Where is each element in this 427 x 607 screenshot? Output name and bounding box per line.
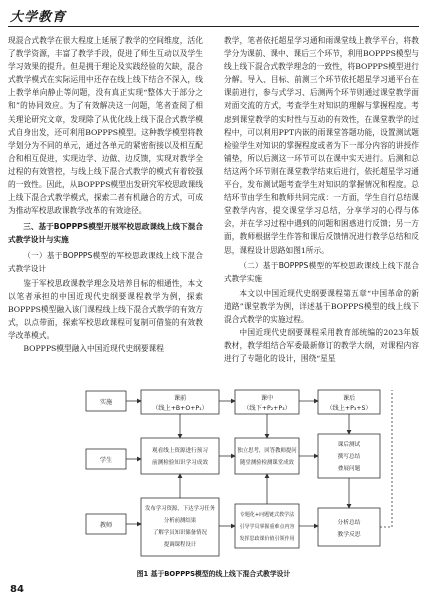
right-column xyxy=(224,34,419,365)
phase-in-title: 课中 xyxy=(260,395,274,402)
section-heading: 三、基于BOPPPS模型开展军校思政课线上线下混合式教学设计与实施 xyxy=(8,222,203,245)
body-paragraph: BOPPPS模型融入中国近现代史纲要课程 xyxy=(23,344,164,354)
flow-diagram xyxy=(0,386,427,566)
phase-post-title: 课后 xyxy=(342,395,356,402)
student-box-pre xyxy=(141,438,219,474)
student-post-line: 课后测试 xyxy=(337,442,361,448)
left-column xyxy=(8,34,203,355)
role-label-student: 学生 xyxy=(99,457,113,464)
figure-caption: 图1 基于BOPPPS模型的线上线下混合式教学设计 xyxy=(136,570,291,578)
teacher-post-line: 教学反思 xyxy=(337,532,361,538)
body-paragraph: 中国近现代史纲要课程采用教育部统编的2023年版教材，教学组结合军委最新修订的教学大纲，对课程内容进行了专题化的设计，围绕“星星 xyxy=(224,328,419,364)
student-pre-line: 前测检验知识学习成效 xyxy=(152,460,208,466)
teacher-pre-line: 分析前测结果 xyxy=(163,518,197,524)
teacher-post-line: 分析总结 xyxy=(337,520,361,526)
student-pre-line: 观看线上资源进行预习 xyxy=(152,448,208,454)
teacher-pre-line: 了解学员知识储备情况 xyxy=(153,530,207,536)
student-box-in xyxy=(235,438,299,474)
body-paragraph: 教学，笔者依托超星学习通和雨课堂线上教学平台，将教学分为课前、课中、课后三个环节，利用BOPPPS模型与线上线下混合式教学理念的一致性，将BOPPPS模型进行分解。导入、目标、前测三个环节依托超星学习通平台在课前进行，参与式学习、后测两个环节则通过课堂教学面对面交流的方式，考查学生对知识的理解与掌握程度。考虑到课堂教学的实时性与互动的有效性，在课堂教学的过程中，可以利用PPT内嵌的雨课堂答题功能，设置测试题检验学生对知识的掌握程度或者为下一部分内容的讲授作铺垫，所以后测这一环节可以在课中实天进行。后测和总结这两个环节则在课堂教学结束后进行，依托超星学习通平台，发布测试题考查学生对知识的掌握情况和程度。总结环节由学生和教师共同完成：一方面，学生自行总结课堂教学内容，提交课堂学习总结，分享学习的心得与体会，并在学习过程中遇到的问题和困惑进行反馈；另一方面，教师根据学生作答和课后反馈情况进行教学总结和反思，课程设计思路如图1所示。 xyxy=(224,36,419,255)
body-paragraph: 鉴于军校思政课教学理念及培养目标的相通性，本文以笔者承担的中国近现代史纲要课程教学为例，探索BOPPPS模型融入该门课程线上线下混合式教学的有效方式，以点带面，探索军校思政课程可复制可借鉴的有效教学改革模式。 xyxy=(8,278,203,341)
header-rule xyxy=(8,26,419,27)
body-paragraph: 本文以中国近现代史纲要课程第五章“中国革命的新道路”课堂教学为例，详述基于BOPPPS模型的线上线下混合式教学的实施过程。 xyxy=(224,288,419,324)
teacher-box-post xyxy=(318,508,380,546)
teacher-in-line: 专题化+问题链式教学法 xyxy=(239,512,295,518)
student-post-line: 叠展问题 xyxy=(337,466,361,472)
role-label-implementation: 实施 xyxy=(99,399,113,406)
student-post-line: 撰写总结 xyxy=(337,454,361,460)
subsection-heading: （一）基于BOPPPS模型的军校思政课线上线下混合式教学设计 xyxy=(8,250,203,273)
teacher-pre-line: 发布学习资源，下达学习任务 xyxy=(144,506,216,512)
teacher-in-line: 发挥思政课价值引领作用 xyxy=(239,536,295,542)
role-label-teacher: 教师 xyxy=(99,522,113,529)
journal-logo: 大学教育 xyxy=(10,10,67,25)
body-paragraph: 现混合式教学在很大程度上延展了教学的空间维度，活化了教学资源，丰富了教学手段，促进了师生互动以及学生学习效果的提升。但是拥于理论及实践经验的欠缺，混合式教学模式在实际运用中还存在线上线下结合不深入，线上教学单向静止等问题，没有真正实现“整体大于部分之和”的协同效应。为了有效解决这一问题，笔者查阅了相关理论研究文章，发现除了从优化线上线下混合式教学模式自身出发，还可利用BOPPPS模型。这种教学模型将教学划分为不同的单元，通过各单元的紧密衔接以及相互配合和相互促进，实现边学、边做、边反馈，实现对教学全过程的有效管控，与线上线下混合式教学的模式有着较强的一致性。因此，从BOPPPS模型出发研究军校思政课线上线下混合式教学模式，探索二者有机融合的方式，可成为推动军校思政课教学改革的有效途径。 xyxy=(8,36,203,216)
teacher-in-line: 引导学员掌握重难点内容 xyxy=(239,524,295,530)
subsection-heading: （二）基于BOPPPS模型的军校思政课线上线下混合式教学实施 xyxy=(224,260,419,283)
page-number: 84 xyxy=(10,584,24,595)
teacher-pre-line: 提调课程设计 xyxy=(163,542,197,548)
student-in-line: 独立思考，回答教师提问 xyxy=(237,448,297,454)
phase-in-detail: （线下+P₂+P₃） xyxy=(243,405,291,412)
flow-diagram-svg xyxy=(0,386,427,566)
student-in-line: 随堂测验检测课堂成效 xyxy=(240,460,294,466)
phase-post-detail: （线上+P₃+S） xyxy=(326,405,372,412)
phase-pre-title: 课前 xyxy=(173,395,187,402)
phase-pre-detail: （线上+B+O+P₁） xyxy=(152,405,208,412)
